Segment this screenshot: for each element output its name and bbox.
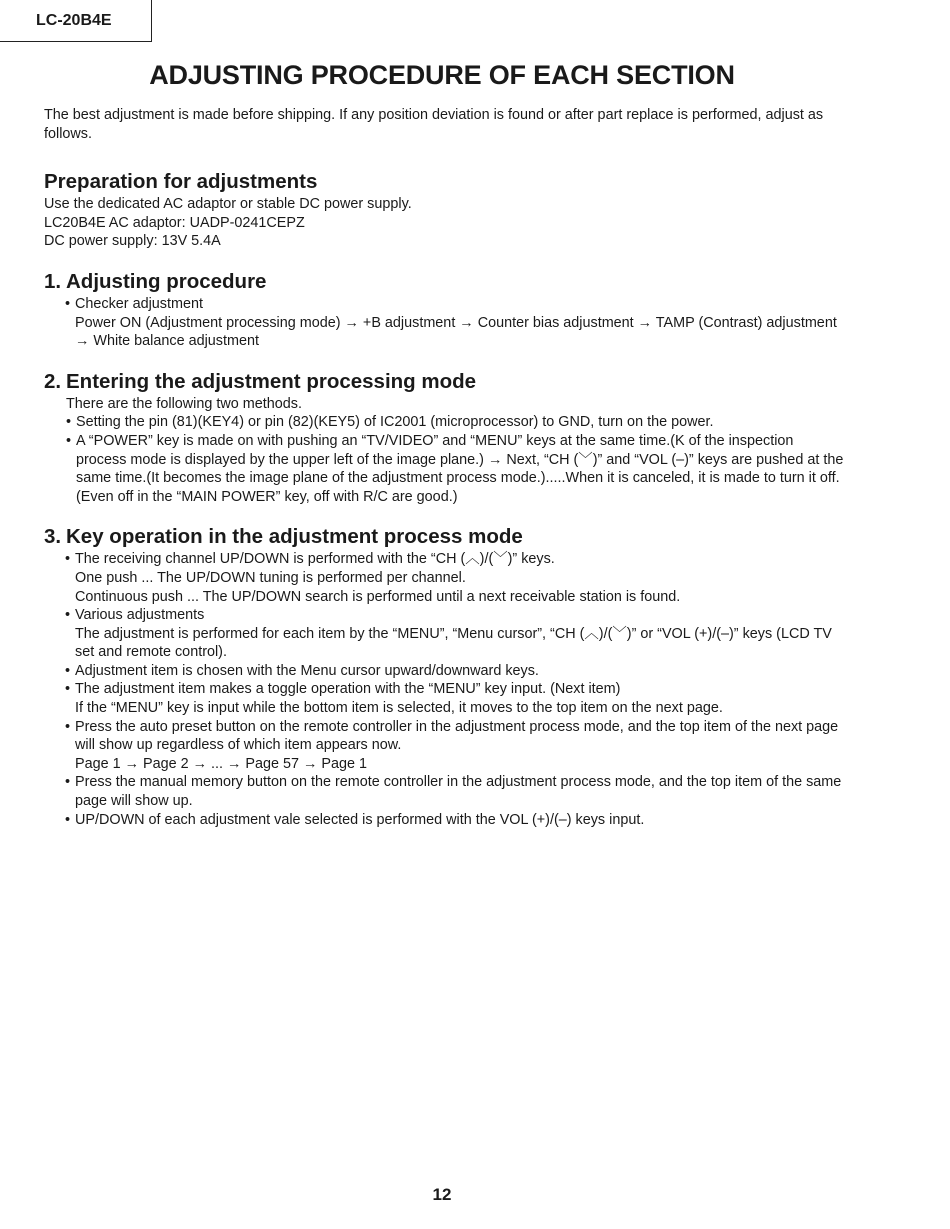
preparation-line: Use the dedicated AC adaptor or stable DC power supply. — [44, 196, 412, 213]
section-2-heading — [44, 369, 844, 395]
bullet-line: • Press the auto preset button on the remote controller in the adjustment process mode, and the top item of the next page will show up regardless of which item appears now. — [75, 718, 839, 754]
bullet-line: • Setting the pin (81)(KEY4) or pin (82)(KEY5) of IC2001 (microprocessor) to GND, turn on the power. — [76, 414, 714, 431]
section-3-bullets — [44, 550, 844, 829]
intro-paragraph: The best adjustment is made before shipping. If any position deviation is found or after part replace is performed, adjust as follows. — [44, 107, 824, 142]
list-item — [65, 295, 844, 351]
bullet-line: • Various adjustments — [75, 607, 205, 624]
list-item — [65, 662, 844, 681]
list-item — [65, 550, 844, 606]
section-title: Key operation in the adjustment process mode — [66, 525, 523, 549]
section-title: Entering the adjustment processing mode — [66, 369, 477, 393]
list-item — [65, 718, 844, 774]
section-1 — [44, 269, 844, 351]
list-item — [66, 432, 844, 506]
bullet-line: One push ... The UP/DOWN tuning is performed per channel. — [75, 569, 466, 586]
list-item — [65, 811, 844, 830]
preparation-line: DC power supply: 13V 5.4A — [44, 233, 221, 250]
page-number: 12 — [432, 1185, 452, 1204]
section-2-body — [44, 395, 844, 507]
document-body — [44, 106, 844, 829]
bullet-line: If the “MENU” key is input while the bottom item is selected, it moves to the top item on the next page. — [75, 700, 723, 717]
section-3 — [44, 524, 844, 829]
section-3-heading — [44, 524, 844, 550]
bullet-line: • The adjustment item makes a toggle operation with the “MENU” key input. (Next item) — [75, 681, 621, 698]
section-number: 1. — [44, 269, 62, 293]
bullet-line: Page 1 → Page 2 → ... → Page 57 → Page 1 — [75, 755, 367, 772]
section-number: 2. — [44, 369, 62, 393]
preparation-section — [44, 169, 844, 251]
section-2-bullets — [66, 413, 844, 506]
bullet-line: • Adjustment item is chosen with the Menu cursor upward/downward keys. — [75, 662, 539, 679]
section-title: Adjusting procedure — [66, 269, 267, 293]
section-2-intro: There are the following two methods. — [66, 395, 302, 412]
bullet-line: • Checker adjustment — [75, 295, 203, 312]
page-title: ADJUSTING PROCEDURE OF EACH SECTION — [149, 60, 735, 90]
model-number: LC-20B4E — [36, 12, 112, 29]
bullet-line: • The receiving channel UP/DOWN is performed with the “CH (︿)/(﹀)” keys. — [75, 551, 555, 568]
list-item — [65, 606, 844, 662]
list-item — [66, 413, 844, 432]
preparation-heading: Preparation for adjustments — [44, 170, 318, 194]
list-item — [65, 680, 844, 717]
list-item — [65, 773, 844, 810]
preparation-line: LC20B4E AC adaptor: UADP-0241CEPZ — [44, 214, 305, 231]
section-1-heading — [44, 269, 844, 295]
bullet-line: Continuous push ... The UP/DOWN search is performed until a next receivable station is found. — [75, 588, 681, 605]
bullet-line: • Press the manual memory button on the remote controller in the adjustment process mode, and the top item of the same page will show up. — [75, 774, 842, 810]
bullet-line: • A “POWER” key is made on with pushing an “TV/VIDEO” and “MENU” keys at the same time.(K of the inspection process mode is displayed by the upper left of the image plane.) → Next, “CH (﹀)” and “VOL (–)” keys are pushed at the same time.(It becomes the image plane of the adjustment process mode.).....When it is canceled, it is made to turn it off.(Even off in the “MAIN POWER” key, off with R/C are good.) — [76, 432, 844, 505]
section-2 — [44, 369, 844, 507]
bullet-line: The adjustment is performed for each item by the “MENU”, “Menu cursor”, “CH (︿)/(﹀)” or “VOL (+)/(–)” keys (LCD TV set and remote control). — [75, 625, 832, 661]
section-1-bullets — [44, 295, 844, 351]
model-number-box — [0, 0, 152, 42]
section-number: 3. — [44, 525, 62, 549]
bullet-line: Power ON (Adjustment processing mode) → +B adjustment → Counter bias adjustment → TAMP (Contrast) adjustment → White balance adjustment — [75, 314, 837, 350]
bullet-line: • UP/DOWN of each adjustment vale selected is performed with the VOL (+)/(–) keys input. — [75, 811, 645, 828]
